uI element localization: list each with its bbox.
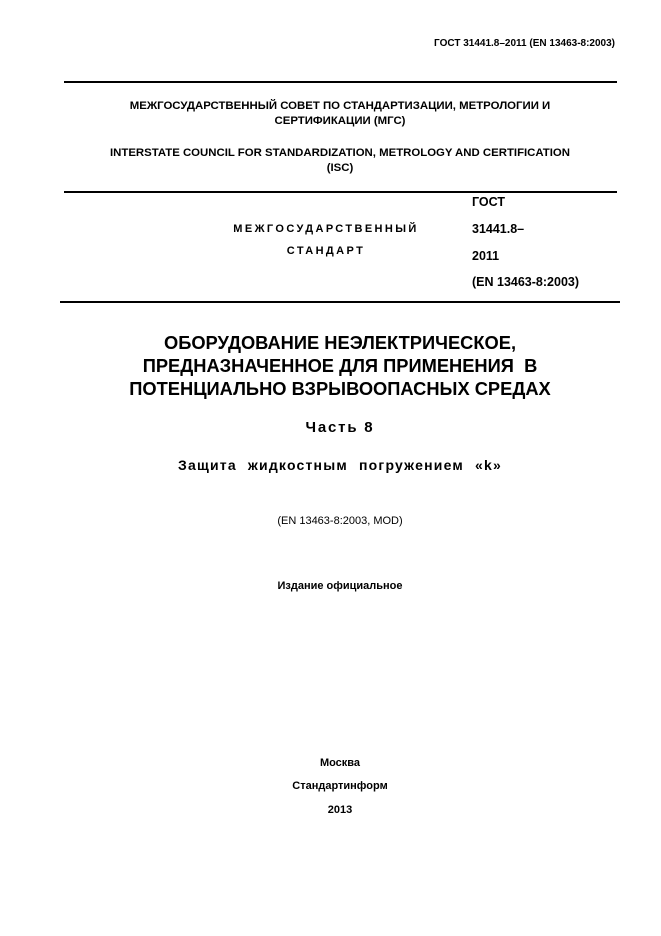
council-name-en-line2: (ISC) xyxy=(326,161,354,174)
gost-number-line1: ГОСТ xyxy=(472,195,505,209)
standard-block-top-rule xyxy=(64,191,617,193)
part-number: Часть 8 xyxy=(305,419,375,436)
part-subtitle: Защита жидкостным погружением «k» xyxy=(178,457,502,473)
interstate-standard-label xyxy=(196,222,456,258)
gost-number-line3: 2011 xyxy=(472,249,500,263)
gost-number-line2: 31441.8– xyxy=(472,222,525,236)
official-edition: Издание официальное xyxy=(277,580,403,592)
imprint-publisher: Стандартинформ xyxy=(292,780,388,792)
gost-number-line4: (EN 13463-8:2003) xyxy=(472,275,580,289)
top-rule xyxy=(64,81,617,83)
title-line1: ОБОРУДОВАНИЕ НЕЭЛЕКТРИЧЕСКОЕ, xyxy=(163,332,517,353)
interstate-standard-label-line2: СТАНДАРТ xyxy=(286,245,366,257)
imprint-city: Москва xyxy=(319,757,361,769)
title-line2: ПРЕДНАЗНАЧЕННОЕ ДЛЯ ПРИМЕНЕНИЯ В xyxy=(142,355,538,376)
council-name-ru xyxy=(64,99,616,128)
council-name-en-line1: INTERSTATE COUNCIL FOR STANDARDIZATION, METROLOGY AND CERTIFICATION xyxy=(109,147,571,159)
document-code-header: ГОСТ 31441.8–2011 (EN 13463-8:2003) xyxy=(434,38,615,49)
standard-block-bottom-rule xyxy=(60,301,620,303)
title-line3: ПОТЕНЦИАЛЬНО ВЗРЫВООПАСНЫХ СРЕДАХ xyxy=(129,378,551,399)
imprint-year: 2013 xyxy=(327,804,353,816)
document-title xyxy=(60,331,620,400)
interstate-standard-label-line1: МЕЖГОСУДАРСТВЕННЫЙ xyxy=(233,223,419,235)
en-reference: (EN 13463-8:2003, MOD) xyxy=(277,515,403,527)
council-name-ru-line1: МЕЖГОСУДАРСТВЕННЫЙ СОВЕТ ПО СТАНДАРТИЗАЦИИ, МЕТРОЛОГИИ И xyxy=(129,100,551,112)
council-name-ru-line2: СЕРТИФИКАЦИИ (МГС) xyxy=(274,114,406,127)
council-name-en xyxy=(64,146,616,175)
